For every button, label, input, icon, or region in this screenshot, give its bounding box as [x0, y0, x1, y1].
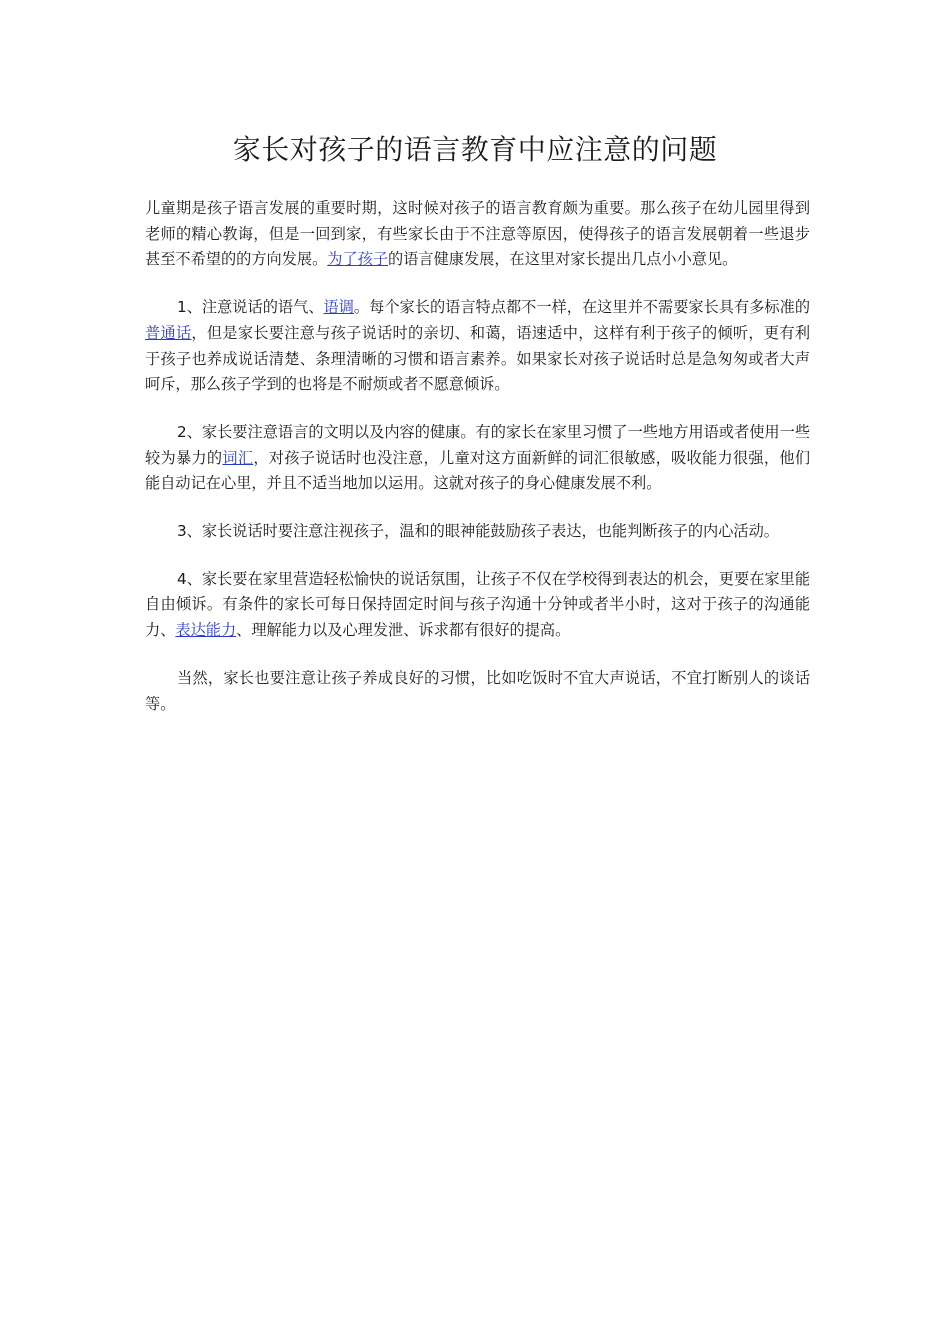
point-1-text-3: ，但是家长要注意与孩子说话时的亲切、和蔼，语速适中，这样有利于孩子的倾听，更有利于孩子也养成说话清楚、条理清晰的习惯和语言素养。如果家长对孩子说话时总是急匆匆或者大声呵斥，那么孩子学到的也将是不耐烦或者不愿意倾诉。 — [145, 323, 811, 394]
link-intonation[interactable]: 语调 — [323, 298, 354, 317]
link-vocabulary[interactable]: 词汇 — [222, 448, 254, 467]
page-title: 家长对孩子的语言教育中应注意的问题 — [232, 133, 718, 166]
intro-paragraph — [145, 196, 810, 273]
intro-text-2: 的语言健康发展，在这里对家长提出几点小小意见。 — [388, 250, 738, 269]
link-expression-ability[interactable]: 表达能力 — [175, 621, 237, 640]
point-1-paragraph — [145, 295, 810, 398]
point-1-text-2: 。每个家长的语言特点都不一样，在这里并不需要家长具有多标准的 — [353, 298, 810, 317]
point-4-number: 4 — [177, 569, 187, 588]
point-2-paragraph — [145, 420, 810, 497]
point-2-number: 2 — [177, 422, 187, 441]
point-2-text-1: 、家长要注意语言的文明以及内容的健康。有的家长在家里习惯了一些地方用语或者使用一些较为暴力的 — [145, 422, 810, 467]
point-3-paragraph — [145, 519, 810, 545]
link-for-children[interactable]: 为了孩子 — [327, 250, 388, 269]
closing-paragraph — [145, 666, 810, 717]
point-4-text-2: 、理解能力以及心理发泄、诉求都有很好的提高。 — [236, 621, 571, 640]
intro-text-1: 儿童期是孩子语言发展的重要时期，这时候对孩子的语言教育颇为重要。那么孩子在幼儿园里得到老师的精心教诲，但是一回到家，有些家长由于不注意等原因，使得孩子的语言发展朝着一些退步甚至不希望的的方向发展。 — [145, 199, 810, 269]
point-4-paragraph — [145, 567, 810, 644]
article-body — [145, 196, 810, 739]
point-3-text-1: 、家长说话时要注意注视孩子，温和的眼神能鼓励孩子表达，也能判断孩子的内心活动。 — [186, 522, 779, 541]
point-1-number: 1 — [177, 298, 187, 317]
point-2-text-2: ，对孩子说话时也没注意，儿童对这方面新鲜的词汇很敏感，吸收能力很强，他们能自动记在心里，并且不适当地加以运用。这就对孩子的身心健康发展不利。 — [145, 448, 811, 493]
point-1-text-1: 、注意说话的语气、 — [186, 298, 324, 317]
closing-text: 当然，家长也要注意让孩子养成良好的习惯，比如吃饭时不宜大声说话，不宜打断别人的谈话等。 — [145, 668, 810, 713]
point-3-number: 3 — [177, 522, 187, 541]
link-mandarin[interactable]: 普通话 — [145, 323, 192, 342]
point-4-text-1: 、家长要在家里营造轻松愉快的说话氛围，让孩子不仅在学校得到表达的机会，更要在家里能自由倾诉。有条件的家长可每日保持固定时间与孩子沟通十分钟或者半小时，这对于孩子的沟通能力、 — [145, 569, 810, 640]
